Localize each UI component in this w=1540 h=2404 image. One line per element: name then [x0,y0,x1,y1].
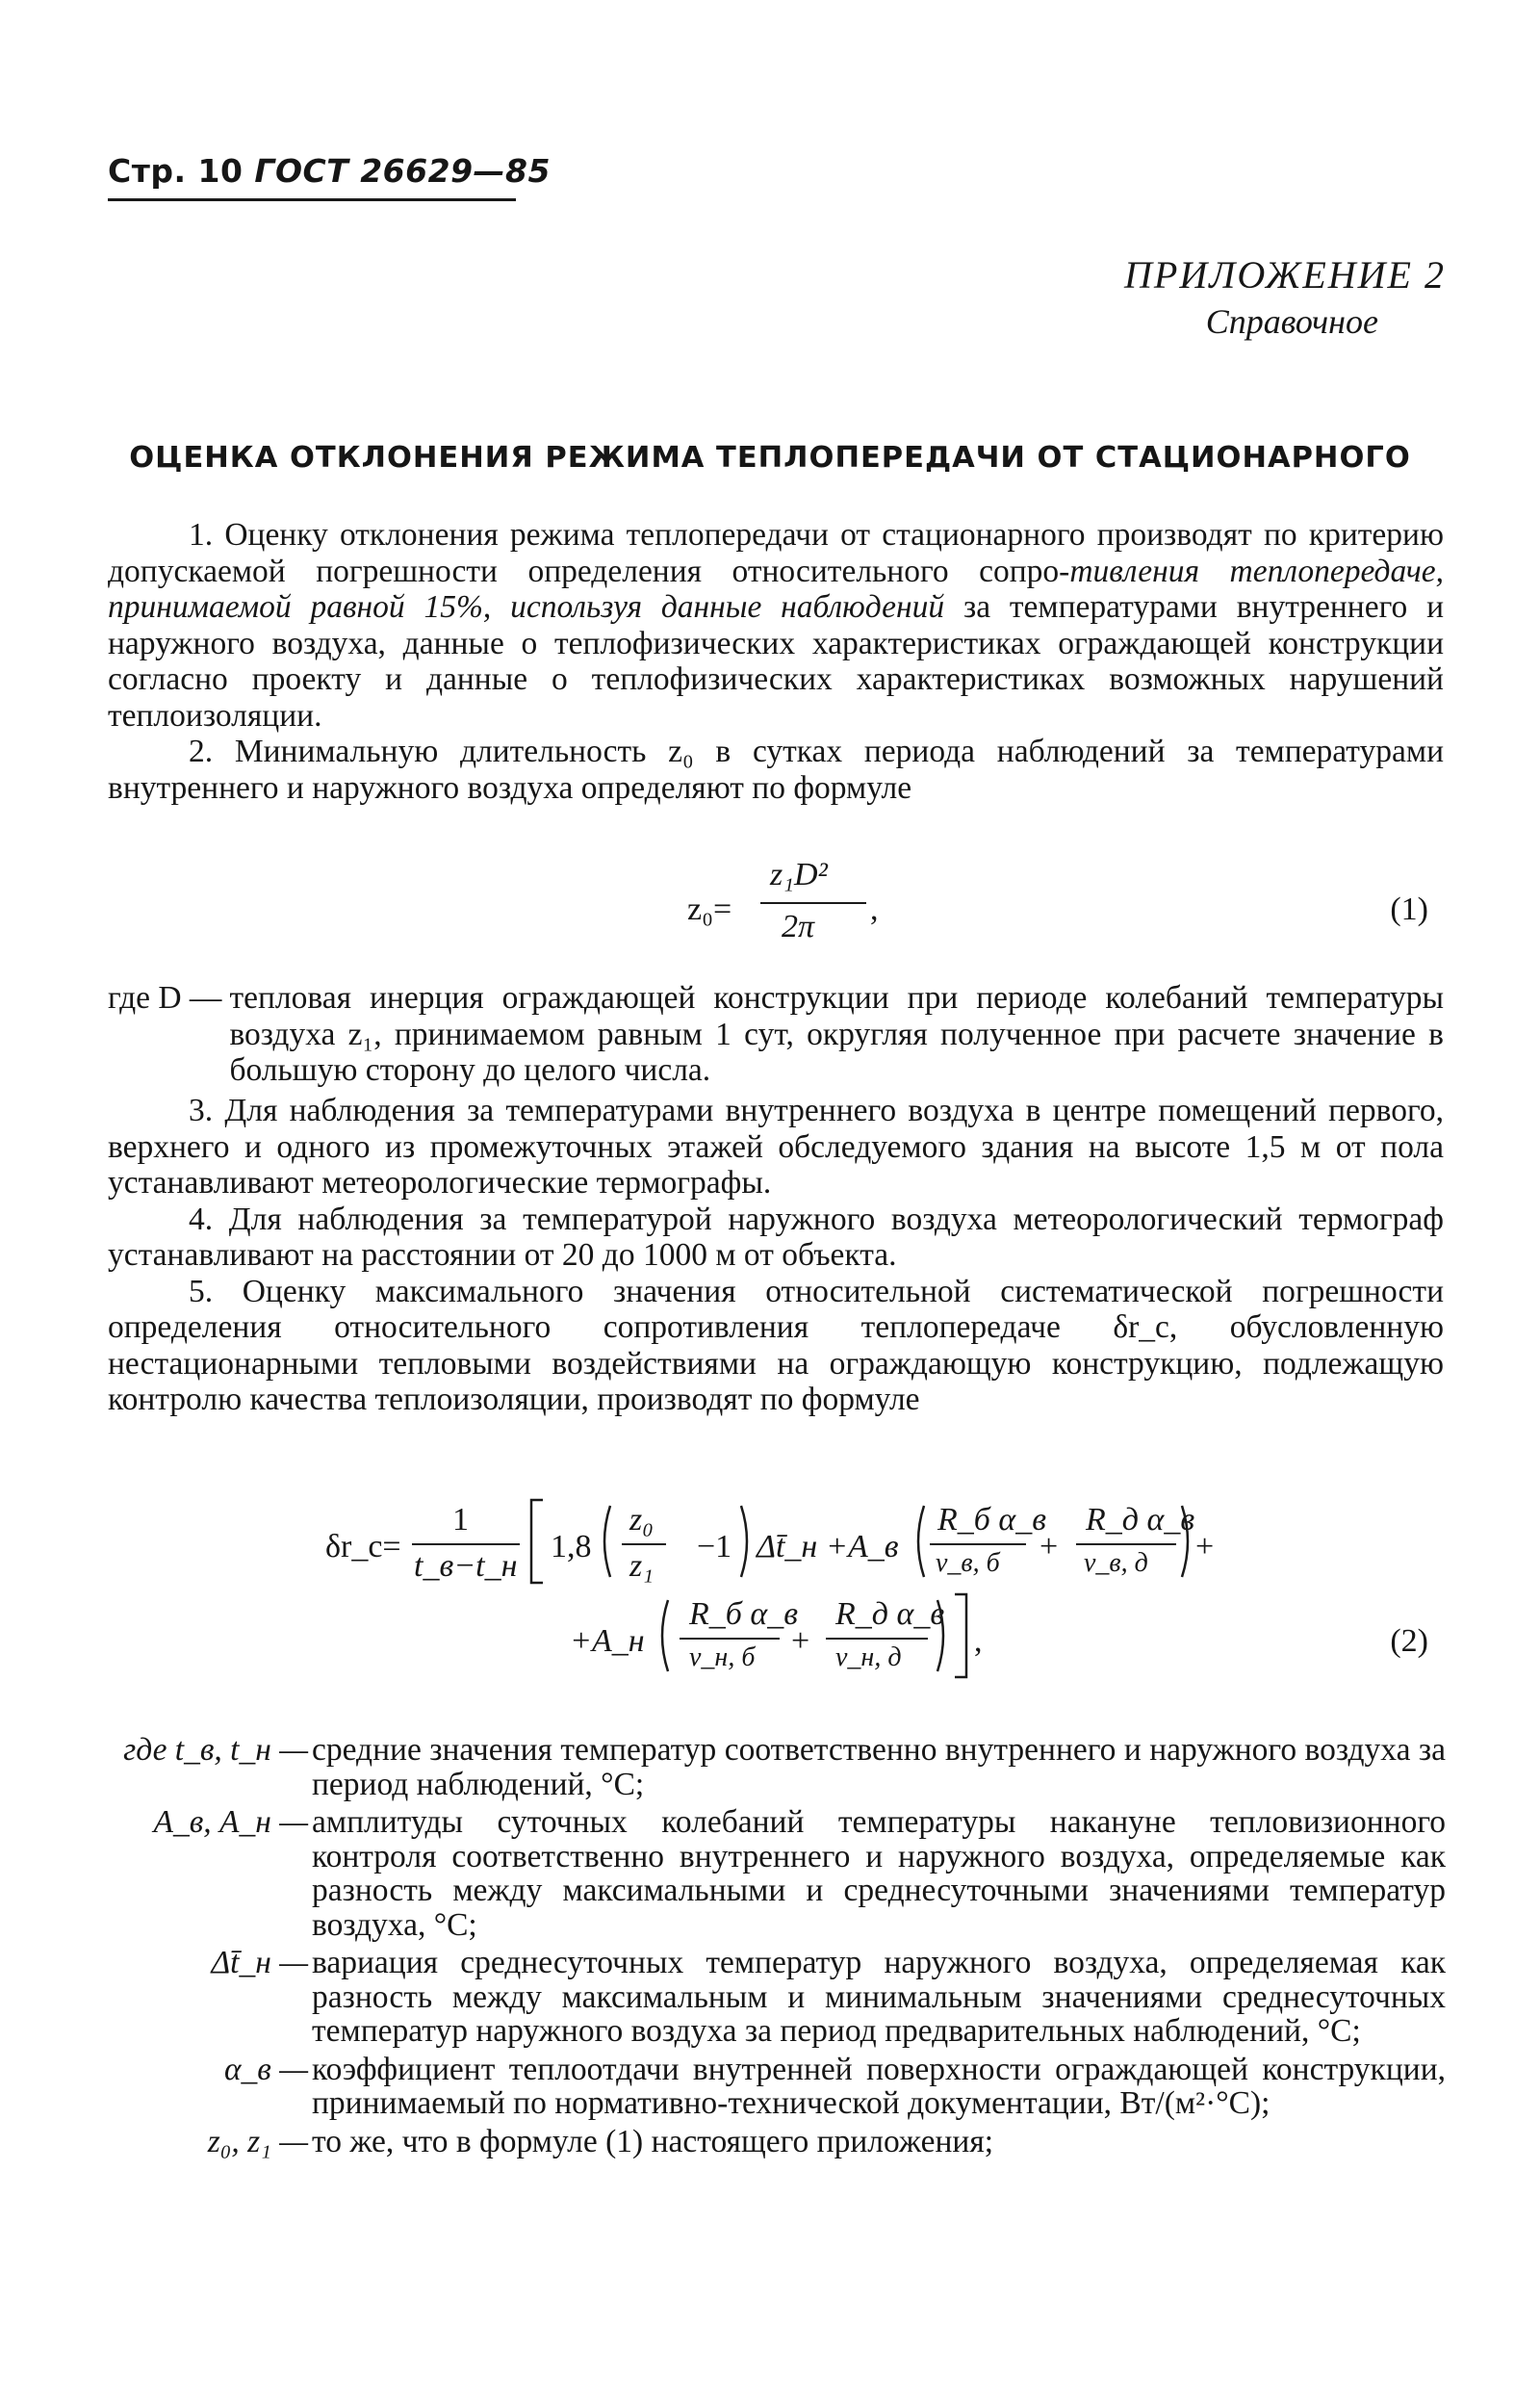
formula-1-numerator: z₁D² [770,857,828,892]
definition-symbol: α_в — [223,2051,308,2087]
body-text-lower [108,1093,1444,1418]
formula-2-comma: , [974,1623,983,1659]
definition-item [108,1946,1446,2049]
formula-2-tail-plus: + [1195,1529,1215,1564]
definition-symbol: Δt̄_н — [211,1945,308,1980]
right-paren-3 [934,1598,951,1673]
formula-1-denominator: 2π [782,909,815,944]
formula-2-plus-a-v: +A_в [826,1529,899,1564]
definition-item [108,2125,1446,2159]
formula-2-rd-alpha-v-2: R_д α_в [835,1596,945,1632]
definition-text: то же, что в формуле (1) настоящего приложения; [312,2123,994,2159]
formula-2-main-fraction-bar [412,1543,520,1545]
definition-symbol: z₀, z₁ — [207,2123,308,2159]
right-paren-2 [1178,1504,1195,1579]
formula-2-z1: z₁ [629,1548,654,1584]
formula-2-delta-t: Δt̄_н [757,1529,818,1564]
definition-text: амплитуды суточных колебаний температуры накануне тепловизионного контроля соответственно внутреннего и наружного воздуха, определяемые как разность между максимальными и среднесуточными значениями температур воздуха, °С; [312,1804,1446,1943]
header-rule [108,198,516,201]
formula-2-rd-alpha-v: R_д α_в [1086,1502,1195,1538]
formula-2-plus-1: + [1040,1529,1059,1564]
definition-symbol: где t_в, t_н — [123,1732,308,1768]
where-d-block [108,980,1444,1089]
formula-2-z-fraction-bar [622,1543,666,1545]
formula-1-lhs: z₀= [687,892,732,927]
formula-2-nu-v-d: ν_в, д [1084,1548,1148,1578]
running-head [108,152,551,190]
formula-2-nu-n-b: ν_н, б [689,1642,756,1672]
where-d-text: тепловая инерция ограждающей конструкции при периоде колебаний температуры воздуха z₁, принимаемом равным 1 сут, округляя полученное при расчете значение в большую сторону до целого числа. [229,980,1444,1088]
standard-number: ГОСТ 26629—85 [254,152,551,190]
definitions-list [108,1733,1446,2159]
formula-2-minus-one: −1 [697,1529,732,1564]
paragraph-3: 3. Для наблюдения за температурами внутреннего воздуха в центре помещений первого, верхнего и одного из промежуточных этажей обследуемого здания на высоте 1,5 м от пола устанавливают метеорологические термографы. [108,1093,1444,1201]
formula-2-frac-a-bar [930,1543,1026,1545]
paragraph-5: 5. Оценку максимального значения относительной систематической погрешности определения относительного сопротивления теплопередаче δr_c, обусловленную нестационарными тепловыми воздействиями на ограждающую конструкцию, подлежащую контролю качества теплоизоляции, производят по формуле [108,1273,1444,1417]
definition-symbol: A_в, A_н — [153,1804,308,1840]
left-paren-3 [654,1598,672,1673]
formula-2 [0,1502,1540,1733]
formula-2-coefficient: 1,8 [551,1529,592,1564]
formula-1 [0,857,1540,963]
left-paren-1 [597,1504,614,1579]
section-heading: ОЦЕНКА ОТКЛОНЕНИЯ РЕЖИМА ТЕПЛОПЕРЕДАЧИ ОТ СТАЦИОНАРНОГО [129,441,1411,475]
appendix-label [1124,252,1446,345]
formula-2-lhs: δr_c= [325,1529,401,1564]
paragraph-1: 1. Оценку отклонения режима теплопередачи от стационарного производят по критерию допускаемой погрешности определения относительного сопро-тивления теплопередаче, принимаемой равной 15%, используя данные наблюдений за температурами внутреннего и наружного воздуха, данные о теплофизических характеристиках ограждающей конструкции согласно проекту и данные о теплофизических характеристиках возможных нарушений теплоизоляции. [108,517,1445,734]
left-square-bracket [527,1498,547,1585]
formula-1-number: (1) [1390,892,1428,927]
where-d-label: где D — [108,980,222,1016]
paragraph-4: 4. Для наблюдения за температурой наружного воздуха метеорологический термограф устанавливают на расстоянии от 20 до 1000 м от объекта. [108,1201,1444,1273]
definition-item [108,2053,1446,2121]
formula-2-rb-alpha-v-2: R_б α_в [689,1596,798,1632]
formula-2-frac-c-bar [680,1638,780,1640]
formula-1-comma: , [870,892,879,927]
definition-text: коэффициент теплоотдачи внутренней поверхности ограждающей конструкции, принимаемый по нормативно-технической документации, Вт/(м²·°С); [312,2051,1446,2121]
definition-item [108,1805,1446,1942]
definition-text: вариация среднесуточных температур наружного воздуха, определяемая как разность между максимальным и минимальным значениями среднесуточных температур наружного воздуха за период предварительных наблюдений, °С; [312,1945,1446,2049]
formula-2-one: 1 [452,1502,469,1538]
definition-text: средние значения температур соответственно внутреннего и наружного воздуха за период наблюдений, °С; [312,1732,1446,1802]
formula-2-number: (2) [1390,1623,1428,1659]
formula-2-main-denominator: t_в−t_н [414,1548,518,1584]
formula-2-z0: z₀ [629,1502,654,1538]
formula-1-fraction-bar [760,902,866,904]
page-label: Стр. 10 [108,152,244,190]
formula-2-plus-a-n: +A_н [570,1623,645,1659]
appendix-status: Справочное [1205,302,1378,341]
definition-item [108,1733,1446,1801]
left-paren-2 [911,1504,928,1579]
formula-2-nu-n-d: ν_н, д [835,1642,902,1672]
right-square-bracket [951,1592,970,1679]
formula-2-plus-2: + [791,1623,810,1659]
body-text-upper [108,517,1444,806]
formula-2-frac-b-bar [1076,1543,1176,1545]
appendix-title: ПРИЛОЖЕНИЕ 2 [1124,253,1446,297]
formula-2-frac-d-bar [826,1638,928,1640]
formula-2-rb-alpha-v: R_б α_в [937,1502,1046,1538]
right-paren-1 [737,1504,755,1579]
paragraph-2: 2. Минимальную длительность z₀ в сутках периода наблюдений за температурами внутреннего и наружного воздуха определяют по формуле [108,734,1444,806]
formula-2-nu-v-b: ν_в, б [936,1548,1000,1578]
